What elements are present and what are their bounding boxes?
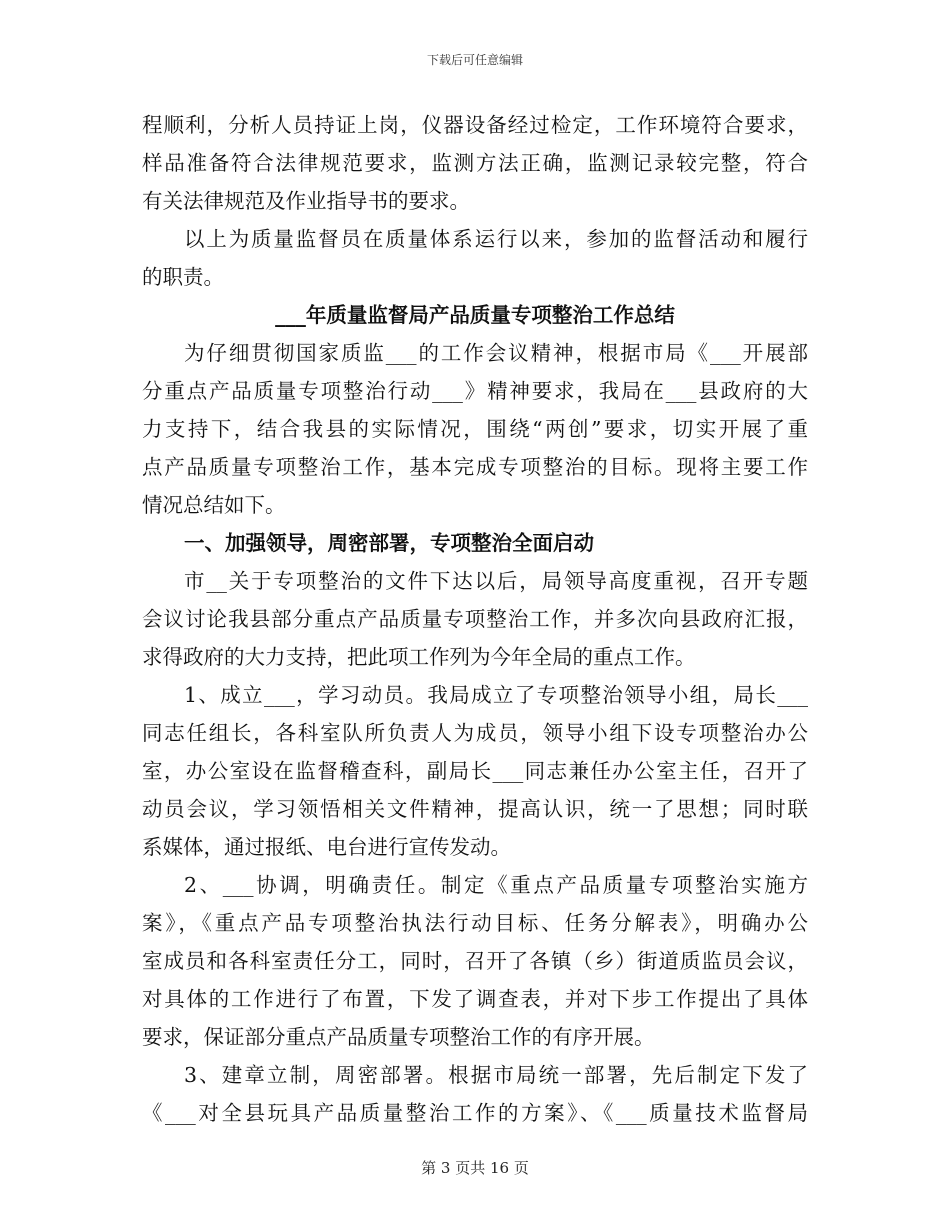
body-line: 室成员和各科室责任分工，同时，召开了各镇（乡）街道质监员会议， [142, 949, 808, 973]
body-line: 市__关于专项整治的文件下达以后，局领导高度重视，召开专题 [184, 569, 808, 593]
body-line: 力支持下，结合我县的实际情况，围绕“两创”要求，切实开展了重 [142, 417, 808, 441]
body-line: 的职责。 [142, 265, 224, 289]
body-line: 求得政府的大力支持，把此项工作列为今年全局的重点工作。 [142, 645, 696, 669]
body-line: 有关法律规范及作业指导书的要求。 [142, 189, 470, 213]
section-title: ___年质量监督局产品质量专项整治工作总结 [275, 303, 675, 327]
document-body [142, 106, 808, 1132]
body-line: 会议讨论我县部分重点产品质量专项整治工作，并多次向县政府汇报， [142, 607, 808, 631]
body-line: 案》，《重点产品专项整治执法行动目标、任务分解表》，明确办公 [142, 911, 808, 935]
body-line: 点产品质量专项整治工作，基本完成专项整治的目标。现将主要工作 [142, 455, 808, 479]
body-line: 3、建章立制，周密部署。根据市局统一部署，先后制定下发了 [184, 1063, 808, 1087]
body-line: 情况总结如下。 [142, 493, 286, 517]
body-line: 程顺利，分析人员持证上岗，仪器设备经过检定，工作环境符合要求， [142, 113, 808, 137]
subsection-heading: 一、加强领导，周密部署，专项整治全面启动 [184, 531, 594, 555]
page-header: 下载后可任意编辑 [426, 53, 523, 67]
body-line: 为仔细贯彻国家质监___的工作会议精神，根据市局《___开展部 [184, 341, 808, 365]
body-line: 2、___协调，明确责任。制定《重点产品质量专项整治实施方 [184, 873, 808, 897]
body-line: 分重点产品质量专项整治行动___》精神要求，我局在___县政府的大 [142, 379, 808, 403]
body-line: 对具体的工作进行了布置，下发了调查表，并对下步工作提出了具体 [142, 987, 808, 1011]
body-line: 系媒体，通过报纸、电台进行宣传发动。 [142, 835, 511, 859]
body-line: 室，办公室设在监督稽查科，副局长___同志兼任办公室主任，召开了 [142, 759, 808, 783]
body-line: 动员会议，学习领悟相关文件精神，提高认识，统一了思想；同时联 [142, 797, 808, 821]
body-line: 以上为质量监督员在质量体系运行以来，参加的监督活动和履行 [184, 227, 808, 251]
body-line: 要求，保证部分重点产品质量专项整治工作的有序开展。 [142, 1025, 655, 1049]
body-line: 样品准备符合法律规范要求，监测方法正确，监测记录较完整，符合 [142, 151, 808, 175]
body-line: 《___对全县玩具产品质量整治工作的方案》、《___质量技术监督局 [142, 1101, 808, 1125]
body-line: 同志任组长，各科室队所负责人为成员，领导小组下设专项整治办公 [142, 721, 808, 745]
page-footer: 第 3 页共 16 页 [421, 1159, 529, 1177]
body-line: 1、成立___，学习动员。我局成立了专项整治领导小组，局长___ [184, 683, 808, 707]
